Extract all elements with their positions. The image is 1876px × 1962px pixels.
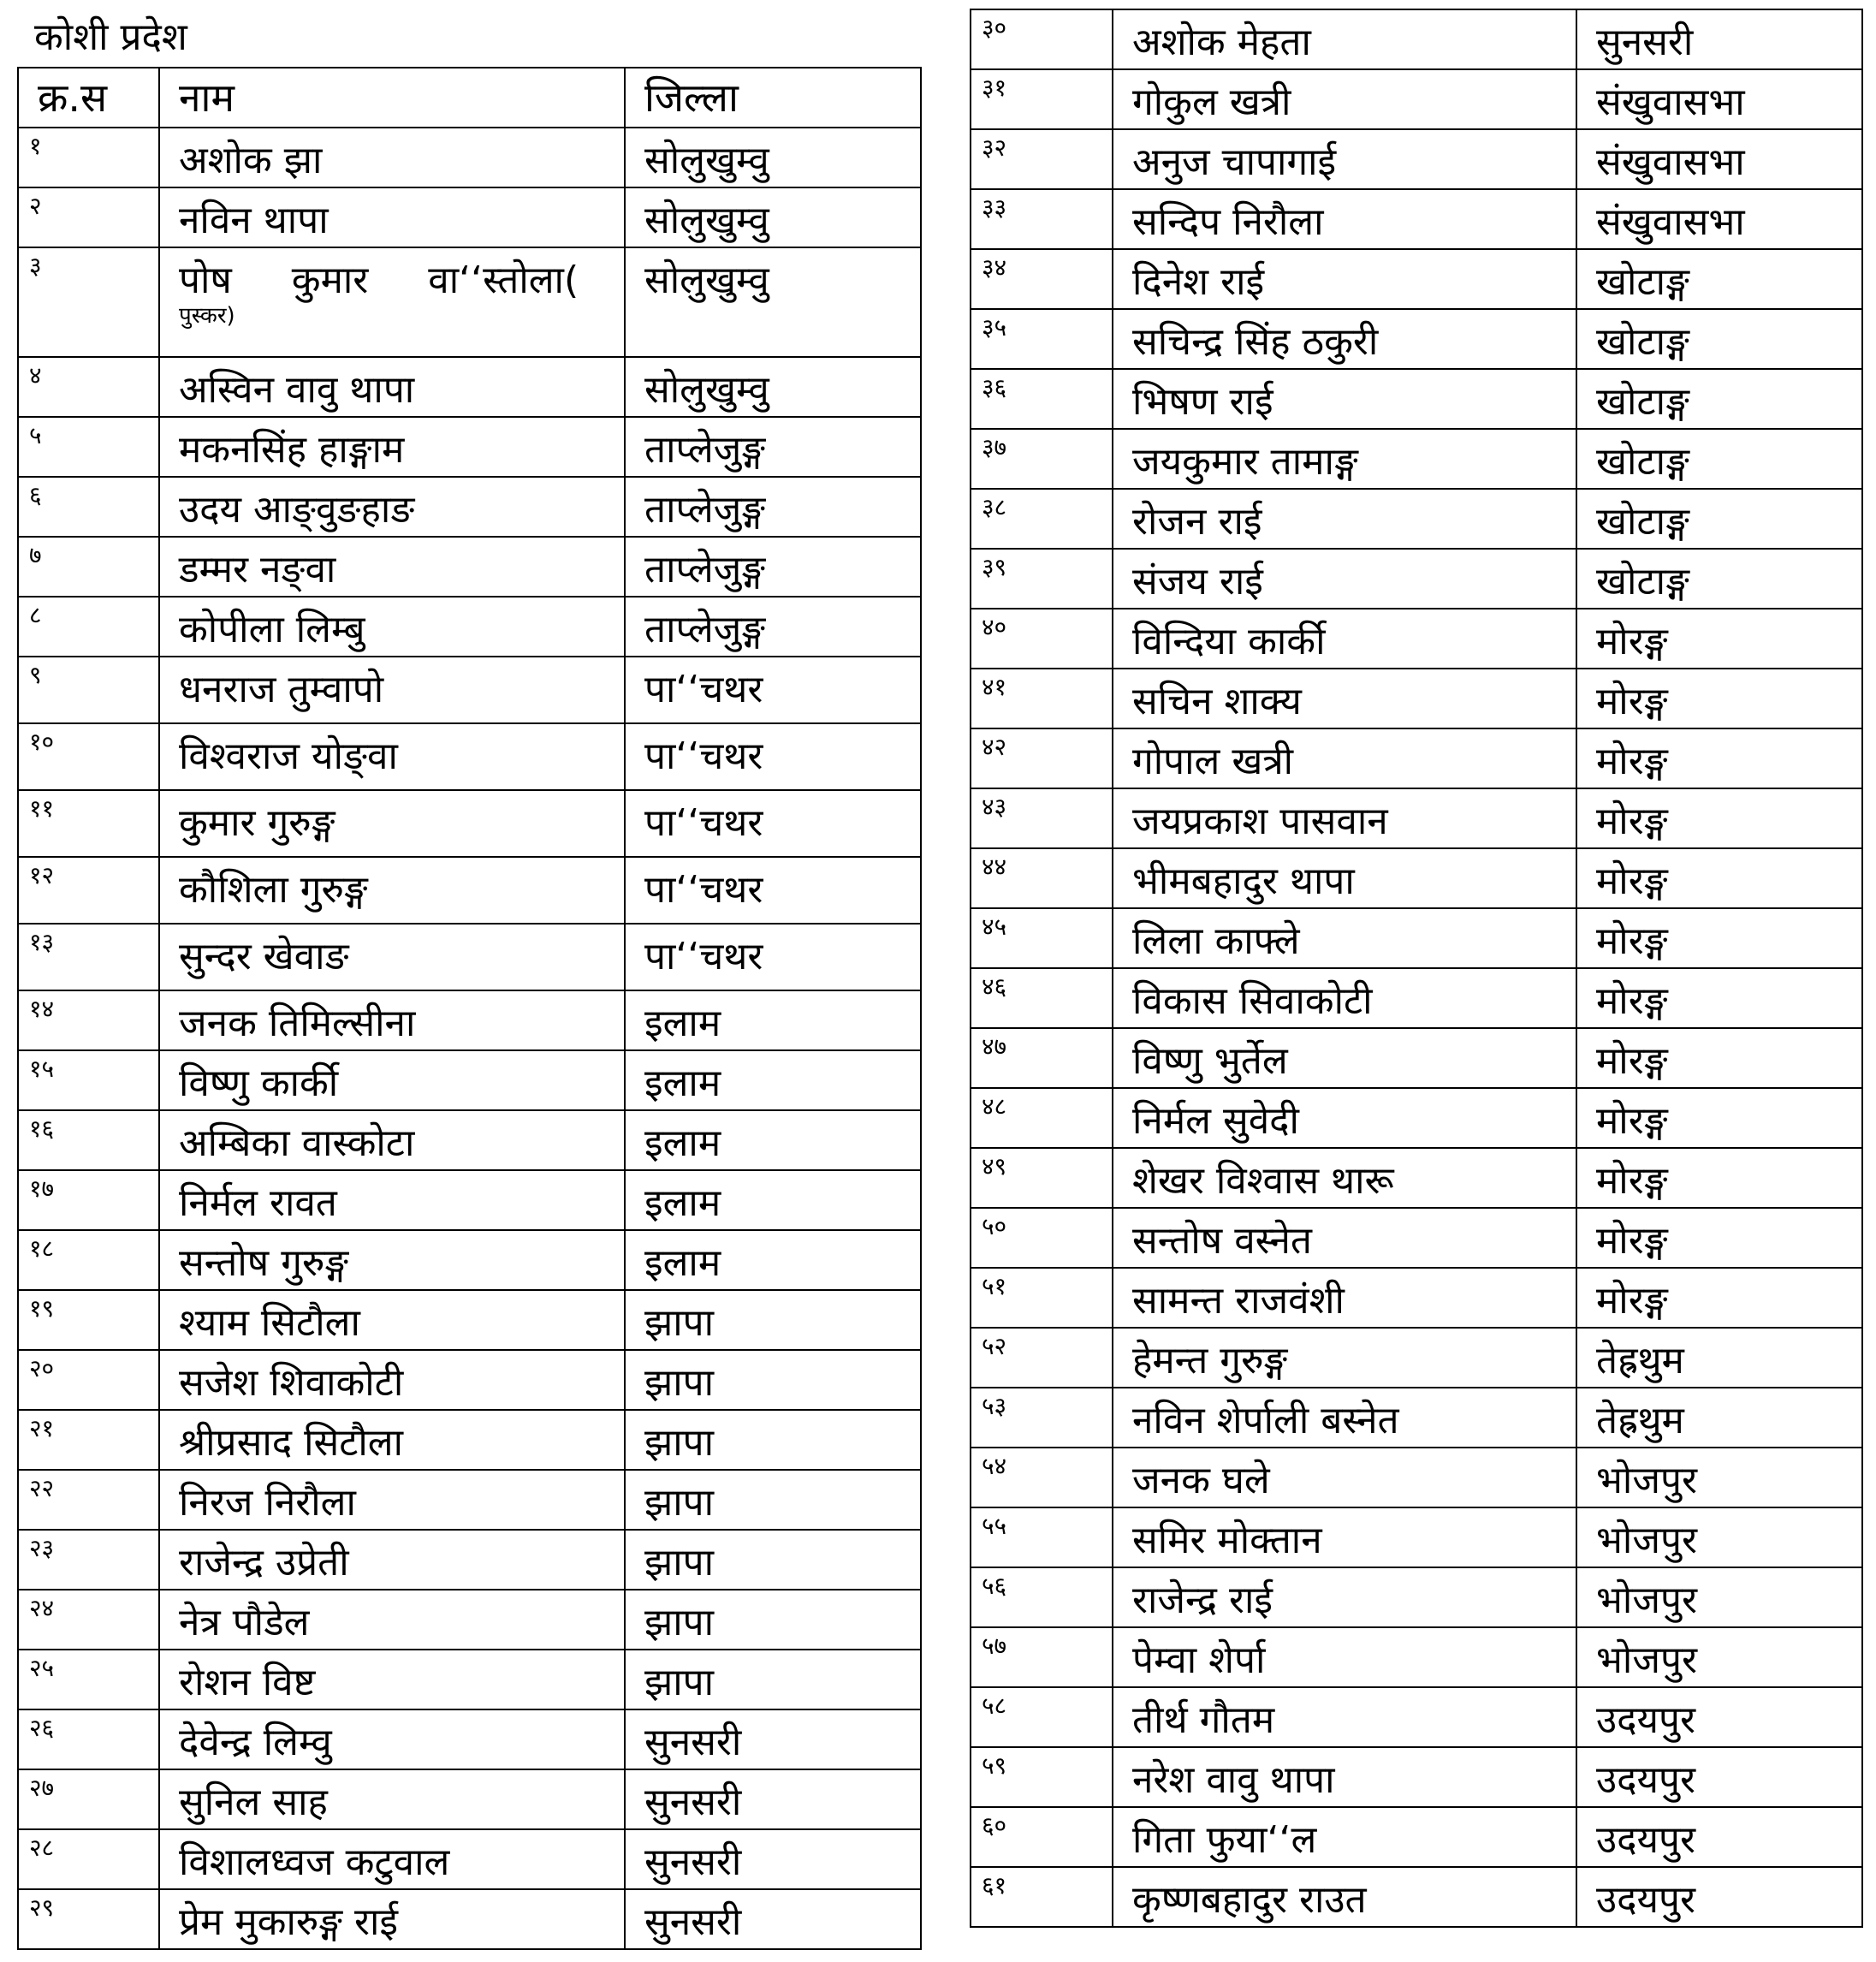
name-cell: सजेश शिवाकोटी bbox=[159, 1350, 625, 1410]
name-cell: निरज निरौला bbox=[159, 1470, 625, 1530]
district-cell: सोलुखुम्वु bbox=[625, 187, 921, 247]
district-cell: पा‘‘चथर bbox=[625, 924, 921, 990]
table-row bbox=[971, 1567, 1862, 1627]
district-cell: सुनसरी bbox=[625, 1829, 921, 1889]
serial-number-cell: २५ bbox=[18, 1650, 159, 1709]
table-row bbox=[18, 357, 921, 417]
serial-number-cell: ४८ bbox=[971, 1088, 1113, 1148]
district-cell: मोरङ्ग bbox=[1576, 908, 1862, 968]
serial-number-cell: ५५ bbox=[971, 1507, 1113, 1567]
serial-number-cell: ११ bbox=[18, 790, 159, 857]
serial-number-cell: ५४ bbox=[971, 1448, 1113, 1507]
column-header-name: नाम bbox=[159, 68, 625, 128]
district-cell: सोलुखुम्वु bbox=[625, 128, 921, 187]
table-row bbox=[971, 129, 1862, 189]
serial-number-cell: १२ bbox=[18, 857, 159, 924]
name-cell: नरेश वावु थापा bbox=[1113, 1747, 1576, 1807]
table-row bbox=[971, 1627, 1862, 1687]
name-cell: धनराज तुम्वापो bbox=[159, 657, 625, 723]
district-cell: भोजपुर bbox=[1576, 1567, 1862, 1627]
serial-number-cell: १ bbox=[18, 128, 159, 187]
table-row bbox=[18, 417, 921, 477]
serial-number-cell: ३४ bbox=[971, 249, 1113, 309]
serial-number-cell: २१ bbox=[18, 1410, 159, 1470]
district-cell: ताप्लेजुङ्ग bbox=[625, 477, 921, 537]
name-cell: सचिन्द्र सिंह ठकुरी bbox=[1113, 309, 1576, 369]
table-row bbox=[971, 788, 1862, 848]
name-line-2: पुस्कर) bbox=[179, 303, 235, 329]
district-cell: पा‘‘चथर bbox=[625, 657, 921, 723]
name-cell: दिनेश राई bbox=[1113, 249, 1576, 309]
name-cell: तीर्थ गौतम bbox=[1113, 1687, 1576, 1747]
name-cell: सुन्दर खेवाङ bbox=[159, 924, 625, 990]
serial-number-cell: २२ bbox=[18, 1470, 159, 1530]
table-row bbox=[971, 1268, 1862, 1328]
district-cell: ताप्लेजुङ्ग bbox=[625, 417, 921, 477]
name-cell: अम्बिका वास्कोटा bbox=[159, 1110, 625, 1170]
table-row bbox=[18, 1110, 921, 1170]
serial-number-cell: २४ bbox=[18, 1590, 159, 1650]
name-cell: विकास सिवाकोटी bbox=[1113, 968, 1576, 1028]
district-cell: मोरङ्ग bbox=[1576, 1148, 1862, 1208]
name-cell: राजेन्द्र उप्रेती bbox=[159, 1530, 625, 1590]
name-cell: भिषण राई bbox=[1113, 369, 1576, 429]
table-row bbox=[971, 1328, 1862, 1388]
table-row bbox=[971, 369, 1862, 429]
district-cell: तेह्रथुम bbox=[1576, 1388, 1862, 1448]
name-cell: श्याम सिटौला bbox=[159, 1290, 625, 1350]
district-cell: सुनसरी bbox=[625, 1709, 921, 1769]
table-row bbox=[18, 790, 921, 857]
name-cell: गोपाल खत्री bbox=[1113, 728, 1576, 788]
table-row bbox=[971, 1687, 1862, 1747]
district-cell: खोटाङ्ग bbox=[1576, 429, 1862, 489]
name-cell: जनक घले bbox=[1113, 1448, 1576, 1507]
table-row bbox=[18, 1530, 921, 1590]
district-cell: तेह्रथुम bbox=[1576, 1328, 1862, 1388]
table-row bbox=[18, 657, 921, 723]
table-row bbox=[971, 1208, 1862, 1268]
table-row bbox=[971, 1747, 1862, 1807]
serial-number-cell: ३७ bbox=[971, 429, 1113, 489]
table-row bbox=[18, 128, 921, 187]
serial-number-cell: ४१ bbox=[971, 669, 1113, 728]
district-cell: सुनसरी bbox=[1576, 9, 1862, 69]
name-cell: हेमन्त गुरुङ्ग bbox=[1113, 1328, 1576, 1388]
table-row bbox=[971, 309, 1862, 369]
district-cell: मोरङ्ग bbox=[1576, 669, 1862, 728]
name-cell: डम्मर नङ्वा bbox=[159, 537, 625, 597]
serial-number-cell: ५९ bbox=[971, 1747, 1113, 1807]
serial-number-cell: २९ bbox=[18, 1889, 159, 1949]
district-cell: संखुवासभा bbox=[1576, 69, 1862, 129]
name-cell bbox=[159, 247, 625, 357]
name-cell: निर्मल सुवेदी bbox=[1113, 1088, 1576, 1148]
serial-number-cell: २७ bbox=[18, 1769, 159, 1829]
serial-number-cell: १३ bbox=[18, 924, 159, 990]
table-row bbox=[18, 187, 921, 247]
table-row bbox=[18, 1889, 921, 1949]
district-cell: झापा bbox=[625, 1530, 921, 1590]
table-row bbox=[971, 728, 1862, 788]
name-cell: सुनिल साह bbox=[159, 1769, 625, 1829]
table-row bbox=[971, 9, 1862, 69]
name-cell: कुमार गुरुङ्ग bbox=[159, 790, 625, 857]
district-cell: मोरङ्ग bbox=[1576, 1208, 1862, 1268]
district-cell: भोजपुर bbox=[1576, 1448, 1862, 1507]
district-cell: मोरङ्ग bbox=[1576, 609, 1862, 669]
table-row bbox=[971, 1028, 1862, 1088]
serial-number-cell: ४९ bbox=[971, 1148, 1113, 1208]
table-row bbox=[971, 669, 1862, 728]
serial-number-cell: ५० bbox=[971, 1208, 1113, 1268]
serial-number-cell: ५८ bbox=[971, 1687, 1113, 1747]
name-cell: शेखर विश्वास थारू bbox=[1113, 1148, 1576, 1208]
serial-number-cell: ३३ bbox=[971, 189, 1113, 249]
name-cell: नविन शेर्पाली बस्नेत bbox=[1113, 1388, 1576, 1448]
table-row bbox=[18, 1650, 921, 1709]
district-cell: झापा bbox=[625, 1410, 921, 1470]
serial-number-cell: १६ bbox=[18, 1110, 159, 1170]
serial-number-cell: ४२ bbox=[971, 728, 1113, 788]
table-row bbox=[18, 1050, 921, 1110]
serial-number-cell: १० bbox=[18, 723, 159, 790]
district-cell: पा‘‘चथर bbox=[625, 790, 921, 857]
serial-number-cell: १९ bbox=[18, 1290, 159, 1350]
district-cell: मोरङ्ग bbox=[1576, 1028, 1862, 1088]
table-row bbox=[18, 247, 921, 357]
table-row bbox=[18, 1709, 921, 1769]
name-cell: जनक तिमिल्सीना bbox=[159, 990, 625, 1050]
name-cell: लिला काफ्ले bbox=[1113, 908, 1576, 968]
serial-number-cell: ६० bbox=[971, 1807, 1113, 1867]
serial-number-cell: ५ bbox=[18, 417, 159, 477]
district-cell: उदयपुर bbox=[1576, 1747, 1862, 1807]
district-cell: सोलुखुम्वु bbox=[625, 357, 921, 417]
district-cell: सुनसरी bbox=[625, 1769, 921, 1829]
district-cell: सोलुखुम्वु bbox=[625, 247, 921, 357]
district-cell: ताप्लेजुङ्ग bbox=[625, 597, 921, 657]
district-cell: मोरङ्ग bbox=[1576, 788, 1862, 848]
name-cell: विश्वराज योङ्वा bbox=[159, 723, 625, 790]
name-cell: रोशन विष्ट bbox=[159, 1650, 625, 1709]
district-cell: उदयपुर bbox=[1576, 1807, 1862, 1867]
serial-number-cell: ८ bbox=[18, 597, 159, 657]
name-cell: अशोक मेहता bbox=[1113, 9, 1576, 69]
table-row bbox=[971, 968, 1862, 1028]
district-cell: इलाम bbox=[625, 1050, 921, 1110]
serial-number-cell: ६१ bbox=[971, 1867, 1113, 1927]
serial-number-cell: ९ bbox=[18, 657, 159, 723]
serial-number-cell: ४७ bbox=[971, 1028, 1113, 1088]
district-cell: झापा bbox=[625, 1350, 921, 1410]
name-cell: विष्णु भुर्तेल bbox=[1113, 1028, 1576, 1088]
serial-number-cell: ३५ bbox=[971, 309, 1113, 369]
name-cell: उदय आङ्वुङहाङ bbox=[159, 477, 625, 537]
name-cell: राजेन्द्र राई bbox=[1113, 1567, 1576, 1627]
table-row bbox=[18, 1290, 921, 1350]
serial-number-cell: ३० bbox=[971, 9, 1113, 69]
name-cell: कोपीला लिम्बु bbox=[159, 597, 625, 657]
table-row bbox=[971, 908, 1862, 968]
name-cell: भीमबहादुर थापा bbox=[1113, 848, 1576, 908]
serial-number-cell: ३ bbox=[18, 247, 159, 357]
table-row bbox=[971, 609, 1862, 669]
table-row bbox=[971, 1388, 1862, 1448]
serial-number-cell: ३२ bbox=[971, 129, 1113, 189]
serial-number-cell: १७ bbox=[18, 1170, 159, 1230]
name-cell: विशालध्वज कटुवाल bbox=[159, 1829, 625, 1889]
district-cell: इलाम bbox=[625, 1230, 921, 1290]
table-row bbox=[18, 477, 921, 537]
table-row bbox=[18, 990, 921, 1050]
table-row bbox=[18, 1410, 921, 1470]
district-cell: संखुवासभा bbox=[1576, 189, 1862, 249]
name-cell: सन्तोष गुरुङ्ग bbox=[159, 1230, 625, 1290]
district-cell: इलाम bbox=[625, 1110, 921, 1170]
district-cell: मोरङ्ग bbox=[1576, 1268, 1862, 1328]
name-cell: रोजन राई bbox=[1113, 489, 1576, 549]
district-cell: खोटाङ्ग bbox=[1576, 549, 1862, 609]
serial-number-cell: ४५ bbox=[971, 908, 1113, 968]
table-row bbox=[971, 549, 1862, 609]
serial-number-cell: ३८ bbox=[971, 489, 1113, 549]
table-row bbox=[971, 1507, 1862, 1567]
serial-number-cell: ५६ bbox=[971, 1567, 1113, 1627]
column-header-sn: क्र.स bbox=[18, 68, 159, 128]
district-cell: इलाम bbox=[625, 990, 921, 1050]
name-cell: सन्तोष वस्नेत bbox=[1113, 1208, 1576, 1268]
name-cell: मकनसिंह हाङ्गाम bbox=[159, 417, 625, 477]
district-cell: उदयपुर bbox=[1576, 1867, 1862, 1927]
name-cell: निर्मल रावत bbox=[159, 1170, 625, 1230]
name-cell: देवेन्द्र लिम्वु bbox=[159, 1709, 625, 1769]
name-line-1: पोष कुमार वा‘‘स्तोला( bbox=[179, 259, 579, 302]
name-cell: सचिन शाक्य bbox=[1113, 669, 1576, 728]
district-cell: उदयपुर bbox=[1576, 1687, 1862, 1747]
district-cell: सुनसरी bbox=[625, 1889, 921, 1949]
serial-number-cell: ४३ bbox=[971, 788, 1113, 848]
district-cell: खोटाङ्ग bbox=[1576, 309, 1862, 369]
serial-number-cell: ४ bbox=[18, 357, 159, 417]
name-cell: श्रीप्रसाद सिटौला bbox=[159, 1410, 625, 1470]
name-cell: गिता फुया‘‘ल bbox=[1113, 1807, 1576, 1867]
name-cell: अस्विन वावु थापा bbox=[159, 357, 625, 417]
district-cell: भोजपुर bbox=[1576, 1507, 1862, 1567]
table-row bbox=[971, 189, 1862, 249]
district-cell: भोजपुर bbox=[1576, 1627, 1862, 1687]
table-row bbox=[971, 489, 1862, 549]
district-cell: पा‘‘चथर bbox=[625, 723, 921, 790]
table-row bbox=[971, 69, 1862, 129]
serial-number-cell: ७ bbox=[18, 537, 159, 597]
page-title: कोशी प्रदेश bbox=[34, 15, 187, 59]
serial-number-cell: ३६ bbox=[971, 369, 1113, 429]
name-cell: जयकुमार तामाङ्ग bbox=[1113, 429, 1576, 489]
table-row bbox=[971, 249, 1862, 309]
serial-number-cell: १८ bbox=[18, 1230, 159, 1290]
serial-number-cell: ३९ bbox=[971, 549, 1113, 609]
table-row bbox=[18, 1769, 921, 1829]
district-cell: संखुवासभा bbox=[1576, 129, 1862, 189]
table-row bbox=[18, 1470, 921, 1530]
district-cell: मोरङ्ग bbox=[1576, 848, 1862, 908]
name-cell: अशोक झा bbox=[159, 128, 625, 187]
name-cell: पेम्वा शेर्पा bbox=[1113, 1627, 1576, 1687]
table-row bbox=[971, 848, 1862, 908]
table-row bbox=[971, 1148, 1862, 1208]
serial-number-cell: ४४ bbox=[971, 848, 1113, 908]
serial-number-cell: ५७ bbox=[971, 1627, 1113, 1687]
table-row bbox=[971, 1867, 1862, 1927]
district-cell: इलाम bbox=[625, 1170, 921, 1230]
column-header-district: जिल्ला bbox=[625, 68, 921, 128]
name-cell: सन्दिप निरौला bbox=[1113, 189, 1576, 249]
district-cell: मोरङ्ग bbox=[1576, 968, 1862, 1028]
name-cell: सामन्त राजवंशी bbox=[1113, 1268, 1576, 1328]
serial-number-cell: ५३ bbox=[971, 1388, 1113, 1448]
table-row bbox=[18, 924, 921, 990]
district-cell: खोटाङ्ग bbox=[1576, 489, 1862, 549]
district-cell: झापा bbox=[625, 1650, 921, 1709]
serial-number-cell: ६ bbox=[18, 477, 159, 537]
serial-number-cell: २३ bbox=[18, 1530, 159, 1590]
table-row bbox=[971, 1088, 1862, 1148]
serial-number-cell: ५२ bbox=[971, 1328, 1113, 1388]
serial-number-cell: ३१ bbox=[971, 69, 1113, 129]
table-row bbox=[18, 1230, 921, 1290]
name-cell: विष्णु कार्की bbox=[159, 1050, 625, 1110]
district-cell: खोटाङ्ग bbox=[1576, 249, 1862, 309]
serial-number-cell: १४ bbox=[18, 990, 159, 1050]
table-row bbox=[971, 1448, 1862, 1507]
table-row bbox=[18, 1829, 921, 1889]
district-cell: खोटाङ्ग bbox=[1576, 369, 1862, 429]
name-cell: अनुज चापागाई bbox=[1113, 129, 1576, 189]
table-row bbox=[971, 429, 1862, 489]
name-cell: संजय राई bbox=[1113, 549, 1576, 609]
table-row bbox=[18, 1590, 921, 1650]
member-table-left bbox=[17, 67, 922, 1950]
member-table-right bbox=[970, 9, 1863, 1928]
name-cell: समिर मोक्तान bbox=[1113, 1507, 1576, 1567]
table-row bbox=[18, 857, 921, 924]
name-cell: नविन थापा bbox=[159, 187, 625, 247]
name-cell: प्रेम मुकारुङ्ग राई bbox=[159, 1889, 625, 1949]
serial-number-cell: २ bbox=[18, 187, 159, 247]
district-cell: झापा bbox=[625, 1290, 921, 1350]
district-cell: मोरङ्ग bbox=[1576, 728, 1862, 788]
serial-number-cell: ४६ bbox=[971, 968, 1113, 1028]
serial-number-cell: १५ bbox=[18, 1050, 159, 1110]
table-header-row bbox=[18, 68, 921, 128]
district-cell: झापा bbox=[625, 1470, 921, 1530]
name-cell: गोकुल खत्री bbox=[1113, 69, 1576, 129]
serial-number-cell: ४० bbox=[971, 609, 1113, 669]
table-row bbox=[18, 723, 921, 790]
table-row bbox=[18, 1350, 921, 1410]
name-cell: कृष्णबहादुर राउत bbox=[1113, 1867, 1576, 1927]
table-row bbox=[18, 1170, 921, 1230]
table-row bbox=[971, 1807, 1862, 1867]
table-row bbox=[18, 537, 921, 597]
name-cell: विन्दिया कार्की bbox=[1113, 609, 1576, 669]
district-cell: पा‘‘चथर bbox=[625, 857, 921, 924]
name-cell: नेत्र पौडेल bbox=[159, 1590, 625, 1650]
serial-number-cell: २८ bbox=[18, 1829, 159, 1889]
name-cell: कौशिला गुरुङ्ग bbox=[159, 857, 625, 924]
district-cell: मोरङ्ग bbox=[1576, 1088, 1862, 1148]
table-row bbox=[18, 597, 921, 657]
serial-number-cell: ५१ bbox=[971, 1268, 1113, 1328]
name-cell: जयप्रकाश पासवान bbox=[1113, 788, 1576, 848]
district-cell: झापा bbox=[625, 1590, 921, 1650]
district-cell: ताप्लेजुङ्ग bbox=[625, 537, 921, 597]
serial-number-cell: २६ bbox=[18, 1709, 159, 1769]
serial-number-cell: २० bbox=[18, 1350, 159, 1410]
